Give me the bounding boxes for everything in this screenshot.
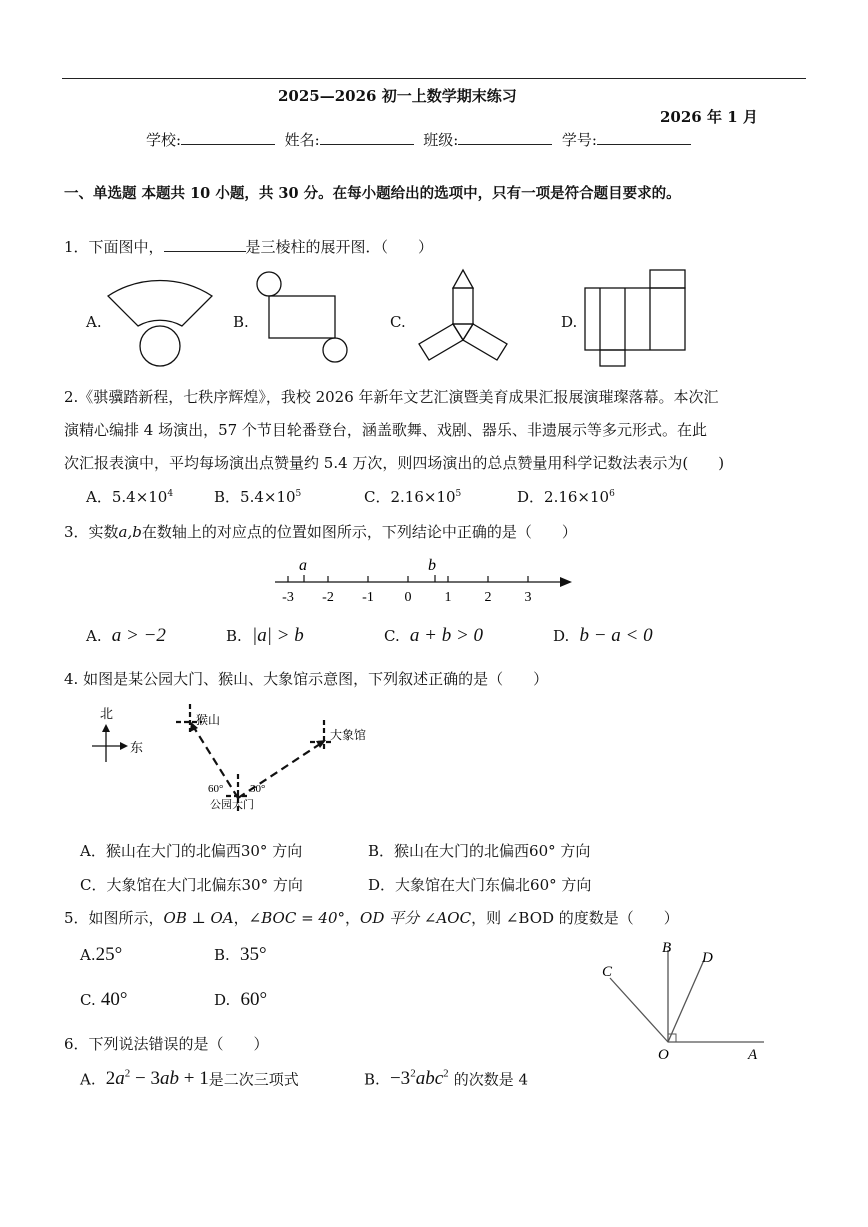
q3-option-c-expr: a + b > 0 xyxy=(409,625,484,646)
q3-option-b[interactable] xyxy=(226,625,304,647)
q2-option-c[interactable] xyxy=(364,486,461,507)
q4-option-a[interactable]: A．猴山在大门的北偏西30° 方向 xyxy=(80,842,303,860)
q1-figure-b xyxy=(255,268,355,368)
class-blank[interactable] xyxy=(458,144,552,145)
q2-line1: 2.《骐骥踏新程，七秩序辉煌》，我校 2026 年新年文艺汇演暨美育成果汇报展演璀璨落幕。本次汇 xyxy=(64,388,719,406)
q5-option-b-label: B. xyxy=(214,946,230,964)
q4-stem: 4. 如图是某公园大门、猴山、大象馆示意图，下列叙述正确的是（ ） xyxy=(64,670,549,688)
q5-expr3: OD 平分 ∠AOC xyxy=(360,909,472,927)
point-d-label: D xyxy=(702,950,713,966)
section-heading: 一、单选题 本题共 10 小题，共 30 分。在每小题给出的选项中，只有一项是符合题目要求的。 xyxy=(64,185,681,202)
name-blank[interactable] xyxy=(320,144,414,145)
q6-option-a[interactable] xyxy=(80,1068,299,1090)
q5-expr2: ∠BOC = 40° xyxy=(248,909,345,927)
school-blank[interactable] xyxy=(181,144,275,145)
q3-vars: a,b xyxy=(118,523,142,541)
q5-option-b-value: 35° xyxy=(239,944,267,965)
q4-option-b[interactable]: B．猴山在大门的北偏西60° 方向 xyxy=(368,842,591,860)
q3-option-a-expr: a > −2 xyxy=(111,625,166,646)
q1-figure-a xyxy=(100,268,220,368)
id-label: 学号: xyxy=(561,131,597,149)
compass-east-label: 东 xyxy=(130,740,144,755)
q5-option-c-label: C. xyxy=(80,991,96,1009)
q2-line2: 演精心编排 4 场演出，57 个节目轮番登台，涵盖歌舞、戏剧、器乐、非遗展示等多元形式。在此 xyxy=(64,421,707,439)
q1-stem-b: 是三棱柱的展开图．（ ） xyxy=(245,238,434,256)
q5-option-d-value: 60° xyxy=(240,989,268,1010)
q6-option-b-expr: $-3^2abc^2$ xyxy=(389,1068,449,1090)
angle-30-label: 30° xyxy=(250,783,266,795)
exam-title: 2025—2026 初一上数学期末练习 xyxy=(278,87,517,105)
q3-stem xyxy=(64,521,577,542)
compass-north-label: 北 xyxy=(100,706,114,721)
q6-option-a-label: A. xyxy=(80,1070,96,1089)
number-line-tick-label: -2 xyxy=(322,590,334,605)
q3-point-b-label: b xyxy=(428,557,436,574)
q2-option-b-exp: 5 xyxy=(295,489,302,499)
q2-option-a[interactable] xyxy=(86,486,173,507)
header-rule xyxy=(62,78,806,79)
q1-option-a-label[interactable]: A. xyxy=(86,313,102,331)
q4-map-figure xyxy=(90,700,410,820)
q3-option-a-label: A. xyxy=(86,627,102,645)
number-line-tick-label: -3 xyxy=(282,590,294,605)
q4-option-d[interactable]: D．大象馆在大门东偏北60° 方向 xyxy=(368,876,592,894)
q6-option-b[interactable] xyxy=(364,1068,528,1090)
number-line-tick-label: -1 xyxy=(362,590,374,605)
q6-option-b-text: 的次数是 4 xyxy=(453,1070,529,1089)
q6-option-a-expr: $2a^2 - 3ab + 1$ xyxy=(105,1068,209,1090)
q2-option-d-exp: 6 xyxy=(609,489,615,499)
q1-figure-d xyxy=(585,268,695,368)
q2-line3: 次汇报表演中，平均每场演出点赞量约 5.4 万次，则四场演出的总点赞量用科学记数法表示为( ) xyxy=(64,454,725,472)
q3-option-b-expr: |a| > b xyxy=(251,625,304,646)
q3-option-d[interactable] xyxy=(553,625,653,647)
q5-stem-a: 5．如图所示， xyxy=(64,909,164,927)
point-b-label: B xyxy=(662,940,672,956)
q5-option-b[interactable] xyxy=(214,944,267,966)
number-line-tick-label: 0 xyxy=(404,590,412,605)
class-label: 班级: xyxy=(423,131,459,149)
point-o-label: O xyxy=(658,1047,669,1063)
monkey-mountain-label: 猴山 xyxy=(196,713,221,727)
q2-option-d[interactable] xyxy=(517,486,615,507)
exam-date: 2026 年 1 月 xyxy=(660,108,758,126)
q5-stem: 5．如图所示，OB ⊥ OA，∠BOC = 40°，OD 平分 ∠AOC，则 ∠BOD 的度数是（ ） xyxy=(64,909,679,927)
info-row xyxy=(146,129,691,150)
q1-option-b-label[interactable]: B. xyxy=(233,313,249,331)
q5-expr4: 则 ∠BOD 的度数是（ ） xyxy=(486,909,679,927)
number-line-tick-label: 3 xyxy=(524,590,532,605)
q1-stem-a: 1．下面图中， xyxy=(64,238,164,256)
q3-option-b-label: B. xyxy=(226,627,242,645)
q6-stem: 6．下列说法错误的是（ ） xyxy=(64,1035,269,1053)
q6-option-b-label: B. xyxy=(364,1070,380,1089)
q3-point-a-label: a xyxy=(299,557,307,574)
q6-option-a-text: 是二次三项式 xyxy=(208,1070,299,1089)
q5-option-a[interactable] xyxy=(80,944,122,966)
park-gate-label: 公园大门 xyxy=(210,799,254,811)
q5-option-c[interactable] xyxy=(80,989,127,1011)
q2-option-d-text: D．2.16×10 xyxy=(517,488,610,506)
number-line-tick-label: 1 xyxy=(444,590,452,605)
name-label: 姓名: xyxy=(284,131,320,149)
elephant-house-label: 大象馆 xyxy=(330,728,367,742)
q3-stem-b: 在数轴上的对应点的位置如图所示，下列结论中正确的是（ ） xyxy=(141,523,577,541)
q5-angle-figure xyxy=(596,938,776,1062)
q5-option-d[interactable] xyxy=(214,989,267,1011)
q1-option-d-label[interactable]: D. xyxy=(561,313,578,331)
q5-expr1: OB ⊥ OA xyxy=(163,909,234,927)
point-a-label: A xyxy=(748,1047,758,1063)
q5-option-a-label: A. xyxy=(80,946,96,964)
q2-option-b[interactable] xyxy=(214,486,301,507)
q3-option-d-label: D. xyxy=(553,627,570,645)
q1-option-c-label[interactable]: C. xyxy=(390,313,406,331)
q2-option-c-exp: 5 xyxy=(455,489,462,499)
angle-60-label: 60° xyxy=(208,783,224,795)
q5-option-d-label: D. xyxy=(214,991,231,1009)
q3-option-a[interactable] xyxy=(86,625,166,647)
q2-option-a-exp: 4 xyxy=(167,489,174,499)
q3-option-d-expr: b − a < 0 xyxy=(579,625,653,646)
number-line-tick-label: 2 xyxy=(484,590,492,605)
q1-stem xyxy=(64,236,433,257)
q3-number-line xyxy=(270,555,580,605)
id-blank[interactable] xyxy=(597,144,691,145)
q5-option-a-value: 25° xyxy=(95,944,123,965)
q2-option-a-text: A．5.4×10 xyxy=(86,488,168,506)
q3-option-c-label: C. xyxy=(384,627,400,645)
q3-stem-a: 3．实数 xyxy=(64,523,119,541)
school-label: 学校: xyxy=(146,131,182,149)
point-c-label: C xyxy=(602,964,613,980)
q2-option-c-text: C．2.16×10 xyxy=(364,488,456,506)
q2-option-b-text: B．5.4×10 xyxy=(214,488,296,506)
q5-option-c-value: 40° xyxy=(100,989,128,1010)
q1-figure-c xyxy=(415,268,515,368)
q1-blank[interactable] xyxy=(164,251,246,252)
q3-option-c[interactable] xyxy=(384,625,483,647)
q4-option-c[interactable]: C．大象馆在大门北偏东30° 方向 xyxy=(80,876,303,894)
